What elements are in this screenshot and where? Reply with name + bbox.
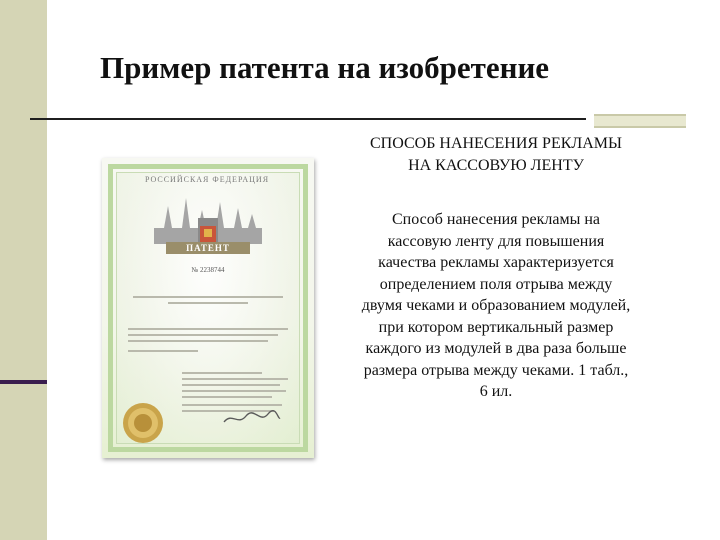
patent-country-header: РОССИЙСКАЯ ФЕДЕРАЦИЯ xyxy=(144,175,270,184)
patent-document-image xyxy=(102,158,314,458)
kremlin-illustration-icon xyxy=(146,188,270,250)
invention-title: СПОСОБ НАНЕСЕНИЯ РЕКЛАМЫ НА КАССОВУЮ ЛЕНТУ xyxy=(370,135,622,174)
sidebar-accent-line xyxy=(0,380,47,384)
signature-icon xyxy=(222,408,282,428)
invention-abstract: Способ нанесения рекламы на кассовую ленту для повышения качества рекламы характеризуется определением поля отрыва между двумя чеками и образованием модулей, при котором вертикальный размер каждого из модулей в два раза больше размера отрыва между чеками. 1 табл., 6 ил. xyxy=(361,211,631,400)
title-divider-line xyxy=(30,118,586,120)
gold-seal-icon xyxy=(122,402,164,444)
title-divider-bar xyxy=(594,114,686,128)
left-decorative-bar xyxy=(0,0,47,540)
patent-number: № 2238744 xyxy=(191,266,225,274)
patent-title-lines xyxy=(128,296,288,308)
patent-holder-lines xyxy=(128,328,288,356)
page-title: Пример патента на изобретение xyxy=(100,50,550,85)
patent-word-banner: ПАТЕНТ xyxy=(166,242,250,254)
